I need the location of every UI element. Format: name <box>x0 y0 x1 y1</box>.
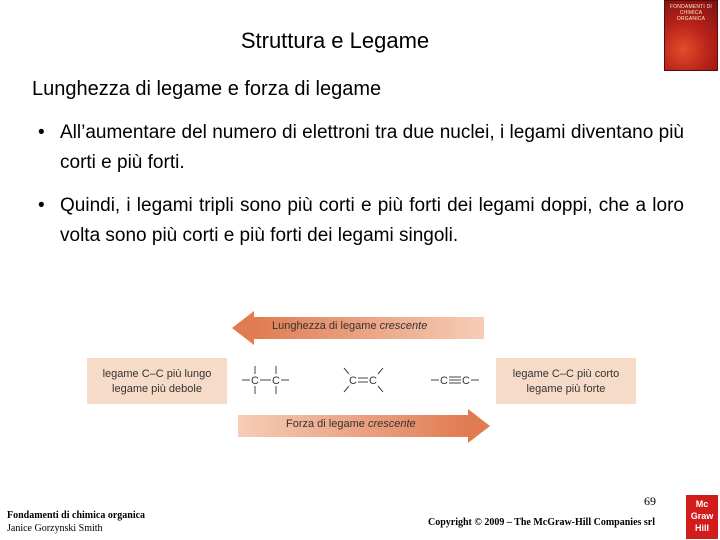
svg-text:C: C <box>462 375 470 387</box>
slide-subtitle: Lunghezza di legame e forza di legame <box>32 78 382 100</box>
bullet-item <box>38 118 684 178</box>
double-bond-structure <box>344 368 383 392</box>
book-cover-image <box>664 0 718 71</box>
svg-text:C: C <box>251 375 259 387</box>
bullet-marker: • <box>38 195 45 216</box>
bullet-text: Quindi, i legami tripli sono più corti e più forti dei legami doppi, che a loro volta sono più corti e più forti dei legami singoli. <box>60 195 684 246</box>
slide-title: Struttura e Legame <box>240 28 430 53</box>
footer-book-title: Fondamenti di chimica organica <box>7 510 146 521</box>
longer-bond-line1: legame C–C più lungo <box>102 368 212 380</box>
bond-length-arrow-label: Lunghezza di legame crescente <box>272 320 428 332</box>
arrow-left-head <box>232 311 254 345</box>
svg-text:C: C <box>349 375 357 387</box>
longer-bond-line2: legame più debole <box>112 383 202 395</box>
page-number: 69 <box>644 494 656 508</box>
arrow-right-head <box>468 409 490 443</box>
svg-text:C: C <box>369 375 377 387</box>
shorter-bond-line1: legame C–C più corto <box>512 368 620 380</box>
book-cover-title: FONDAMENTI DI CHIMICA ORGANICA <box>669 4 713 22</box>
bullet-marker: • <box>38 122 45 143</box>
longer-bond-box <box>87 358 227 404</box>
single-bond-structure <box>242 366 289 394</box>
svg-text:C: C <box>272 375 280 387</box>
bond-strength-arrow <box>238 415 490 437</box>
footer-author: Janice Gorzynski Smith <box>7 523 103 534</box>
footer-copyright: Copyright © 2009 – The McGraw-Hill Companies srl <box>428 517 656 528</box>
bullet-text: All’aumentare del numero di elettroni tra due nuclei, i legami diventano più corti e più forti. <box>60 122 684 173</box>
bond-strength-arrow-label: Forza di legame crescente <box>286 418 416 430</box>
svg-text:C: C <box>440 375 448 387</box>
triple-bond-structure <box>431 375 479 387</box>
mcgraw-hill-logo: Mc Graw Hill <box>686 495 718 539</box>
shorter-bond-box <box>496 358 636 404</box>
bond-length-arrow <box>232 317 484 339</box>
bullet-item <box>38 191 684 251</box>
shorter-bond-line2: legame più forte <box>526 383 606 395</box>
bond-structures-diagram <box>236 360 490 400</box>
